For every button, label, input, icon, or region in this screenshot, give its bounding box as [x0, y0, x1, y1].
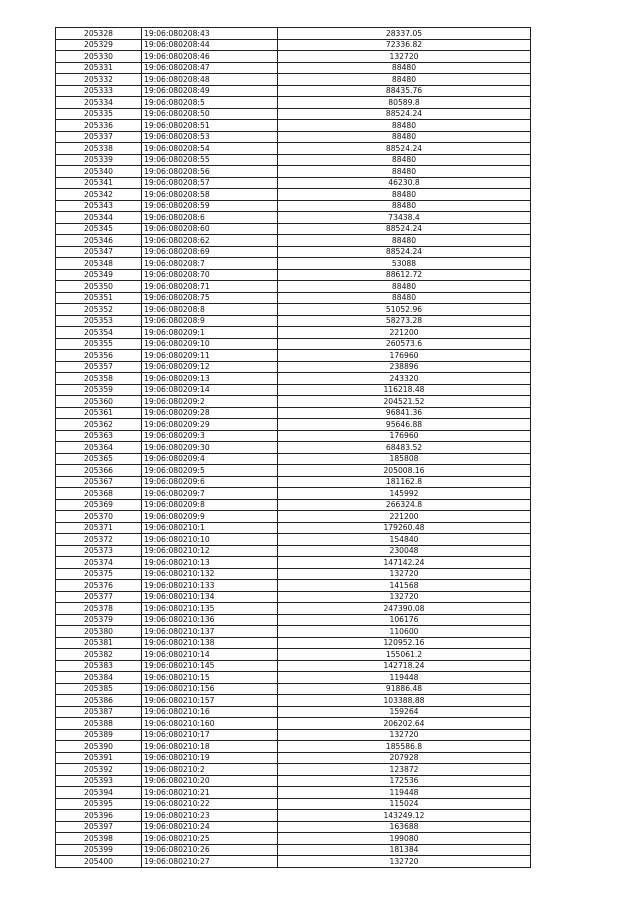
- row-id-cell: 205342: [56, 189, 142, 201]
- row-time-cell: 19:06:080208:62: [142, 235, 278, 247]
- row-id-cell: 205348: [56, 258, 142, 270]
- row-value-cell: 28337.05: [278, 28, 531, 40]
- row-value-cell: 88524.24: [278, 108, 531, 120]
- row-time-cell: 19:06:080210:134: [142, 591, 278, 603]
- row-value-cell: 46230.8: [278, 177, 531, 189]
- row-time-cell: 19:06:080210:14: [142, 649, 278, 661]
- table-row: [56, 189, 531, 201]
- table-row: [56, 626, 531, 638]
- row-time-cell: 19:06:080210:156: [142, 683, 278, 695]
- table-row: [56, 534, 531, 546]
- row-time-cell: 19:06:080208:58: [142, 189, 278, 201]
- table-row: [56, 545, 531, 557]
- row-id-cell: 205378: [56, 603, 142, 615]
- row-value-cell: 176960: [278, 350, 531, 362]
- row-time-cell: 19:06:080209:9: [142, 511, 278, 523]
- table-row: [56, 741, 531, 753]
- table-row: [56, 683, 531, 695]
- row-value-cell: 88480: [278, 166, 531, 178]
- table-row: [56, 591, 531, 603]
- row-id-cell: 205371: [56, 522, 142, 534]
- table-row: [56, 637, 531, 649]
- table-row: [56, 580, 531, 592]
- table-row: [56, 85, 531, 97]
- table-row: [56, 465, 531, 477]
- row-value-cell: 260573.6: [278, 338, 531, 350]
- row-value-cell: 80589.8: [278, 97, 531, 109]
- row-time-cell: 19:06:080210:135: [142, 603, 278, 615]
- row-id-cell: 205385: [56, 683, 142, 695]
- row-time-cell: 19:06:080208:43: [142, 28, 278, 40]
- table-row: [56, 223, 531, 235]
- row-time-cell: 19:06:080208:69: [142, 246, 278, 258]
- row-value-cell: 204521.52: [278, 396, 531, 408]
- row-value-cell: 206202.64: [278, 718, 531, 730]
- row-id-cell: 205392: [56, 764, 142, 776]
- row-id-cell: 205395: [56, 798, 142, 810]
- table-row: [56, 338, 531, 350]
- table-row: [56, 131, 531, 143]
- table-row: [56, 120, 531, 132]
- table-row: [56, 384, 531, 396]
- row-id-cell: 205352: [56, 304, 142, 316]
- row-value-cell: 132720: [278, 51, 531, 63]
- row-id-cell: 205400: [56, 856, 142, 868]
- row-value-cell: 221200: [278, 511, 531, 523]
- table-row: [56, 74, 531, 86]
- row-id-cell: 205382: [56, 649, 142, 661]
- row-value-cell: 88480: [278, 120, 531, 132]
- row-id-cell: 205345: [56, 223, 142, 235]
- row-value-cell: 68483.52: [278, 442, 531, 454]
- table-row: [56, 51, 531, 63]
- row-id-cell: 205344: [56, 212, 142, 224]
- row-time-cell: 19:06:080210:136: [142, 614, 278, 626]
- row-value-cell: 53088: [278, 258, 531, 270]
- row-value-cell: 88480: [278, 189, 531, 201]
- table-row: [56, 764, 531, 776]
- table-row: [56, 212, 531, 224]
- row-id-cell: 205360: [56, 396, 142, 408]
- table-row: [56, 97, 531, 109]
- row-value-cell: 88480: [278, 200, 531, 212]
- table-row: [56, 269, 531, 281]
- table-row: [56, 258, 531, 270]
- row-time-cell: 19:06:080210:132: [142, 568, 278, 580]
- row-id-cell: 205376: [56, 580, 142, 592]
- table-row: [56, 706, 531, 718]
- row-id-cell: 205335: [56, 108, 142, 120]
- table-row: [56, 361, 531, 373]
- row-value-cell: 181384: [278, 844, 531, 856]
- row-time-cell: 19:06:080208:50: [142, 108, 278, 120]
- row-id-cell: 205377: [56, 591, 142, 603]
- table-row: [56, 373, 531, 385]
- row-time-cell: 19:06:080209:1: [142, 327, 278, 339]
- table-row: [56, 499, 531, 511]
- row-time-cell: 19:06:080208:53: [142, 131, 278, 143]
- row-value-cell: 238896: [278, 361, 531, 373]
- row-time-cell: 19:06:080210:157: [142, 695, 278, 707]
- row-time-cell: 19:06:080208:9: [142, 315, 278, 327]
- table-row: [56, 292, 531, 304]
- row-time-cell: 19:06:080209:5: [142, 465, 278, 477]
- row-value-cell: 247390.08: [278, 603, 531, 615]
- table-row: [56, 246, 531, 258]
- table-row: [56, 304, 531, 316]
- row-value-cell: 143249.12: [278, 810, 531, 822]
- row-value-cell: 73438.4: [278, 212, 531, 224]
- table-row: [56, 154, 531, 166]
- row-id-cell: 205366: [56, 465, 142, 477]
- row-id-cell: 205373: [56, 545, 142, 557]
- row-value-cell: 142718.24: [278, 660, 531, 672]
- row-id-cell: 205367: [56, 476, 142, 488]
- row-value-cell: 58273.28: [278, 315, 531, 327]
- row-value-cell: 145992: [278, 488, 531, 500]
- table-row: [56, 511, 531, 523]
- row-id-cell: 205353: [56, 315, 142, 327]
- row-value-cell: 185808: [278, 453, 531, 465]
- row-id-cell: 205379: [56, 614, 142, 626]
- table-row: [56, 729, 531, 741]
- row-time-cell: 19:06:080208:60: [142, 223, 278, 235]
- row-time-cell: 19:06:080210:137: [142, 626, 278, 638]
- table-row: [56, 476, 531, 488]
- table-row: [56, 62, 531, 74]
- row-time-cell: 19:06:080208:49: [142, 85, 278, 97]
- row-id-cell: 205383: [56, 660, 142, 672]
- row-value-cell: 205008.16: [278, 465, 531, 477]
- table-row: [56, 557, 531, 569]
- row-id-cell: 205332: [56, 74, 142, 86]
- row-id-cell: 205331: [56, 62, 142, 74]
- row-value-cell: 185586.8: [278, 741, 531, 753]
- row-value-cell: 88612.72: [278, 269, 531, 281]
- table-row: [56, 166, 531, 178]
- row-value-cell: 106176: [278, 614, 531, 626]
- row-id-cell: 205340: [56, 166, 142, 178]
- row-value-cell: 132720: [278, 856, 531, 868]
- row-time-cell: 19:06:080210:26: [142, 844, 278, 856]
- row-time-cell: 19:06:080210:15: [142, 672, 278, 684]
- row-time-cell: 19:06:080210:145: [142, 660, 278, 672]
- table-row: [56, 856, 531, 868]
- row-id-cell: 205355: [56, 338, 142, 350]
- table-row: [56, 695, 531, 707]
- row-time-cell: 19:06:080210:160: [142, 718, 278, 730]
- table-row: [56, 488, 531, 500]
- row-value-cell: 119448: [278, 787, 531, 799]
- row-value-cell: 88524.24: [278, 143, 531, 155]
- row-value-cell: 88480: [278, 74, 531, 86]
- row-value-cell: 88480: [278, 131, 531, 143]
- row-value-cell: 88524.24: [278, 223, 531, 235]
- row-value-cell: 72336.82: [278, 39, 531, 51]
- row-value-cell: 119448: [278, 672, 531, 684]
- row-id-cell: 205372: [56, 534, 142, 546]
- table-body: [56, 28, 531, 868]
- row-id-cell: 205364: [56, 442, 142, 454]
- row-time-cell: 19:06:080208:54: [142, 143, 278, 155]
- row-time-cell: 19:06:080209:14: [142, 384, 278, 396]
- row-id-cell: 205384: [56, 672, 142, 684]
- row-time-cell: 19:06:080210:20: [142, 775, 278, 787]
- row-id-cell: 205329: [56, 39, 142, 51]
- row-time-cell: 19:06:080209:11: [142, 350, 278, 362]
- table-row: [56, 614, 531, 626]
- table-row: [56, 143, 531, 155]
- table-row: [56, 442, 531, 454]
- row-time-cell: 19:06:080208:71: [142, 281, 278, 293]
- row-time-cell: 19:06:080208:75: [142, 292, 278, 304]
- row-id-cell: 205347: [56, 246, 142, 258]
- row-id-cell: 205365: [56, 453, 142, 465]
- table-row: [56, 28, 531, 40]
- table-row: [56, 603, 531, 615]
- row-time-cell: 19:06:080209:10: [142, 338, 278, 350]
- table-row: [56, 39, 531, 51]
- table-row: [56, 660, 531, 672]
- row-time-cell: 19:06:080209:4: [142, 453, 278, 465]
- row-value-cell: 181162.8: [278, 476, 531, 488]
- row-id-cell: 205389: [56, 729, 142, 741]
- row-time-cell: 19:06:080208:6: [142, 212, 278, 224]
- row-time-cell: 19:06:080208:70: [142, 269, 278, 281]
- row-time-cell: 19:06:080210:22: [142, 798, 278, 810]
- row-time-cell: 19:06:080209:28: [142, 407, 278, 419]
- row-id-cell: 205396: [56, 810, 142, 822]
- row-id-cell: 205398: [56, 833, 142, 845]
- row-id-cell: 205374: [56, 557, 142, 569]
- row-value-cell: 88480: [278, 154, 531, 166]
- row-value-cell: 207928: [278, 752, 531, 764]
- row-id-cell: 205357: [56, 361, 142, 373]
- row-value-cell: 172536: [278, 775, 531, 787]
- row-value-cell: 88480: [278, 292, 531, 304]
- table-row: [56, 568, 531, 580]
- row-value-cell: 110600: [278, 626, 531, 638]
- row-id-cell: 205391: [56, 752, 142, 764]
- table-row: [56, 315, 531, 327]
- row-value-cell: 95646.88: [278, 419, 531, 431]
- table-row: [56, 718, 531, 730]
- row-value-cell: 91886.48: [278, 683, 531, 695]
- row-time-cell: 19:06:080208:47: [142, 62, 278, 74]
- table-row: [56, 775, 531, 787]
- row-id-cell: 205369: [56, 499, 142, 511]
- row-time-cell: 19:06:080210:17: [142, 729, 278, 741]
- row-value-cell: 230048: [278, 545, 531, 557]
- row-value-cell: 159264: [278, 706, 531, 718]
- row-id-cell: 205380: [56, 626, 142, 638]
- row-id-cell: 205368: [56, 488, 142, 500]
- row-value-cell: 132720: [278, 729, 531, 741]
- row-id-cell: 205386: [56, 695, 142, 707]
- row-value-cell: 88524.24: [278, 246, 531, 258]
- row-id-cell: 205393: [56, 775, 142, 787]
- row-time-cell: 19:06:080208:8: [142, 304, 278, 316]
- row-time-cell: 19:06:080210:23: [142, 810, 278, 822]
- row-id-cell: 205363: [56, 430, 142, 442]
- row-value-cell: 116218.48: [278, 384, 531, 396]
- row-id-cell: 205351: [56, 292, 142, 304]
- row-id-cell: 205394: [56, 787, 142, 799]
- row-id-cell: 205350: [56, 281, 142, 293]
- row-value-cell: 221200: [278, 327, 531, 339]
- row-id-cell: 205390: [56, 741, 142, 753]
- row-time-cell: 19:06:080210:1: [142, 522, 278, 534]
- table-row: [56, 821, 531, 833]
- table-row: [56, 672, 531, 684]
- row-id-cell: 205346: [56, 235, 142, 247]
- row-value-cell: 154840: [278, 534, 531, 546]
- table-row: [56, 419, 531, 431]
- row-time-cell: 19:06:080210:12: [142, 545, 278, 557]
- row-time-cell: 19:06:080210:2: [142, 764, 278, 776]
- row-value-cell: 88480: [278, 281, 531, 293]
- row-id-cell: 205354: [56, 327, 142, 339]
- row-time-cell: 19:06:080210:18: [142, 741, 278, 753]
- table-row: [56, 522, 531, 534]
- row-id-cell: 205381: [56, 637, 142, 649]
- row-id-cell: 205334: [56, 97, 142, 109]
- row-id-cell: 205358: [56, 373, 142, 385]
- row-time-cell: 19:06:080210:27: [142, 856, 278, 868]
- table-row: [56, 798, 531, 810]
- row-value-cell: 88435.76: [278, 85, 531, 97]
- row-time-cell: 19:06:080208:55: [142, 154, 278, 166]
- row-value-cell: 123872: [278, 764, 531, 776]
- row-time-cell: 19:06:080208:59: [142, 200, 278, 212]
- table-row: [56, 177, 531, 189]
- row-time-cell: 19:06:080208:56: [142, 166, 278, 178]
- row-id-cell: 205388: [56, 718, 142, 730]
- table-row: [56, 281, 531, 293]
- row-id-cell: 205397: [56, 821, 142, 833]
- row-time-cell: 19:06:080208:46: [142, 51, 278, 63]
- row-id-cell: 205328: [56, 28, 142, 40]
- row-id-cell: 205399: [56, 844, 142, 856]
- row-value-cell: 243320: [278, 373, 531, 385]
- row-value-cell: 155061.2: [278, 649, 531, 661]
- row-time-cell: 19:06:080208:5: [142, 97, 278, 109]
- row-time-cell: 19:06:080208:44: [142, 39, 278, 51]
- row-value-cell: 96841.36: [278, 407, 531, 419]
- row-id-cell: 205349: [56, 269, 142, 281]
- table-row: [56, 396, 531, 408]
- row-time-cell: 19:06:080209:6: [142, 476, 278, 488]
- row-id-cell: 205336: [56, 120, 142, 132]
- table-row: [56, 200, 531, 212]
- row-id-cell: 205339: [56, 154, 142, 166]
- row-id-cell: 205330: [56, 51, 142, 63]
- row-id-cell: 205337: [56, 131, 142, 143]
- row-time-cell: 19:06:080209:2: [142, 396, 278, 408]
- row-time-cell: 19:06:080210:19: [142, 752, 278, 764]
- table-row: [56, 453, 531, 465]
- row-time-cell: 19:06:080210:138: [142, 637, 278, 649]
- row-id-cell: 205359: [56, 384, 142, 396]
- row-time-cell: 19:06:080209:30: [142, 442, 278, 454]
- table-row: [56, 787, 531, 799]
- row-id-cell: 205387: [56, 706, 142, 718]
- row-time-cell: 19:06:080208:57: [142, 177, 278, 189]
- table-row: [56, 350, 531, 362]
- row-value-cell: 163688: [278, 821, 531, 833]
- row-time-cell: 19:06:080209:8: [142, 499, 278, 511]
- table-row: [56, 235, 531, 247]
- row-time-cell: 19:06:080210:25: [142, 833, 278, 845]
- row-value-cell: 199080: [278, 833, 531, 845]
- row-id-cell: 205333: [56, 85, 142, 97]
- row-value-cell: 147142.24: [278, 557, 531, 569]
- row-time-cell: 19:06:080210:133: [142, 580, 278, 592]
- row-id-cell: 205375: [56, 568, 142, 580]
- row-time-cell: 19:06:080210:16: [142, 706, 278, 718]
- row-value-cell: 120952.16: [278, 637, 531, 649]
- row-time-cell: 19:06:080208:51: [142, 120, 278, 132]
- table-row: [56, 810, 531, 822]
- row-time-cell: 19:06:080209:29: [142, 419, 278, 431]
- row-id-cell: 205343: [56, 200, 142, 212]
- row-time-cell: 19:06:080209:13: [142, 373, 278, 385]
- row-id-cell: 205361: [56, 407, 142, 419]
- table-row: [56, 752, 531, 764]
- row-time-cell: 19:06:080210:13: [142, 557, 278, 569]
- row-value-cell: 103388.88: [278, 695, 531, 707]
- row-value-cell: 132720: [278, 568, 531, 580]
- table-row: [56, 844, 531, 856]
- table-row: [56, 108, 531, 120]
- row-time-cell: 19:06:080209:3: [142, 430, 278, 442]
- row-value-cell: 266324.8: [278, 499, 531, 511]
- row-value-cell: 115024: [278, 798, 531, 810]
- row-value-cell: 88480: [278, 62, 531, 74]
- row-id-cell: 205341: [56, 177, 142, 189]
- row-value-cell: 179260.48: [278, 522, 531, 534]
- row-id-cell: 205356: [56, 350, 142, 362]
- table-row: [56, 833, 531, 845]
- row-id-cell: 205338: [56, 143, 142, 155]
- row-time-cell: 19:06:080208:7: [142, 258, 278, 270]
- row-value-cell: 51052.96: [278, 304, 531, 316]
- row-id-cell: 205370: [56, 511, 142, 523]
- row-value-cell: 88480: [278, 235, 531, 247]
- table-row: [56, 649, 531, 661]
- row-time-cell: 19:06:080210:10: [142, 534, 278, 546]
- row-time-cell: 19:06:080210:24: [142, 821, 278, 833]
- table-row: [56, 407, 531, 419]
- table-row: [56, 430, 531, 442]
- row-value-cell: 176960: [278, 430, 531, 442]
- row-time-cell: 19:06:080209:7: [142, 488, 278, 500]
- data-table: [55, 27, 531, 868]
- row-time-cell: 19:06:080208:48: [142, 74, 278, 86]
- row-time-cell: 19:06:080209:12: [142, 361, 278, 373]
- row-value-cell: 132720: [278, 591, 531, 603]
- row-id-cell: 205362: [56, 419, 142, 431]
- table-row: [56, 327, 531, 339]
- row-value-cell: 141568: [278, 580, 531, 592]
- row-time-cell: 19:06:080210:21: [142, 787, 278, 799]
